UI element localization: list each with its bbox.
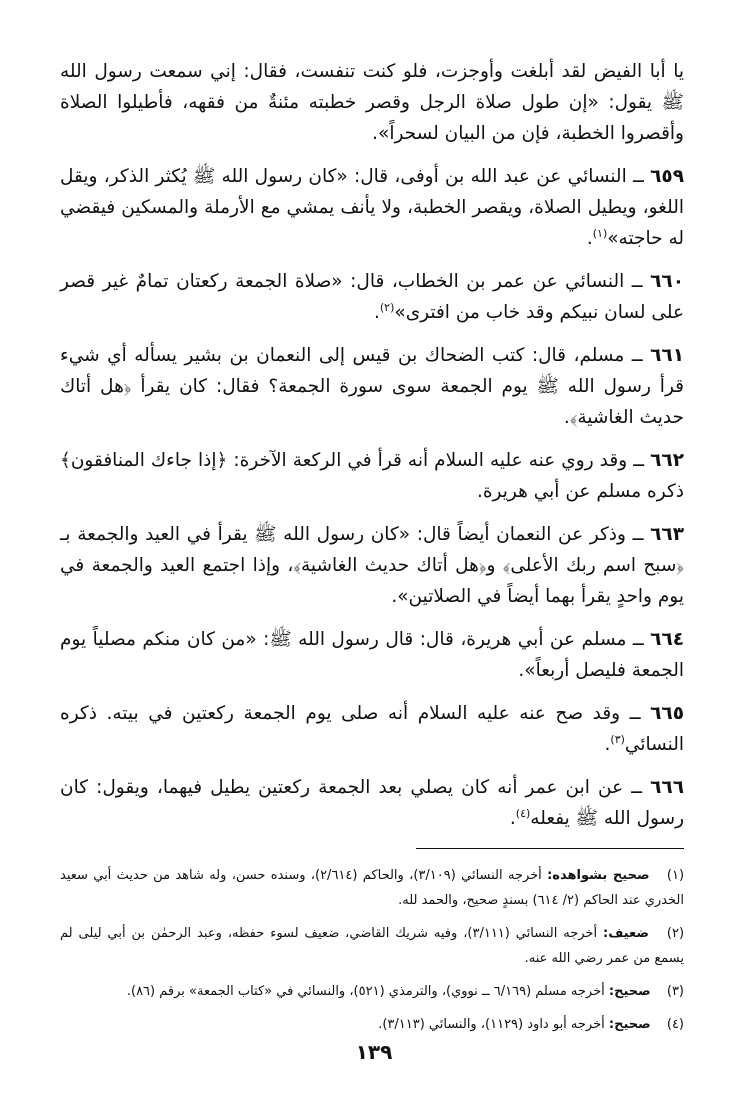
footnote-3 [60, 979, 684, 1004]
hadith-end: . [604, 734, 611, 755]
hadith-end: . [373, 302, 380, 323]
hadith-661 [60, 340, 684, 433]
hadith-665 [60, 698, 684, 760]
footnote-number: (١) [666, 868, 685, 883]
hadith-number: ٦٦٦ [650, 777, 684, 798]
hadith-number: ٦٦١ [650, 345, 684, 366]
hadith-text: ــ النسائي عن عبد الله بن أوفى، قال: «كان رسول الله ﷺ يُكثر الذكر، ويقل اللغو، ويطيل الصلاة، ويقصر الخطبة، ولا يأنف يمشي مع الأرملة والمسكين فيقضي له حاجته» [60, 166, 684, 249]
footnote-grade: صحيح: [608, 984, 651, 999]
hadith-number: ٦٦٣ [650, 524, 684, 545]
hadith-666 [60, 772, 684, 834]
hadith-664 [60, 624, 684, 686]
hadith-660 [60, 266, 684, 328]
hadith-end: . [586, 228, 593, 249]
hadith-number: ٦٦٢ [650, 450, 684, 471]
hadith-number: ٦٥٩ [650, 166, 684, 187]
footnote-number: (٢) [666, 926, 685, 941]
hadith-number: ٦٦٥ [650, 703, 684, 724]
hadith-text: ــ وذكر عن النعمان أيضاً قال: «كان رسول الله ﷺ يقرأ في العيد والجمعة بـ ﴿سبح اسم ربك الأعلى﴾ و﴿هل أتاك حديث الغاشية﴾، وإذا اجتمع العيد والجمعة في يوم واحدٍ يقرأ بهما أيضاً في الصلاتين». [60, 524, 684, 607]
footnote-grade: ضعيف: [603, 926, 649, 941]
hadith-662 [60, 445, 684, 507]
footnote-ref[interactable]: (٢) [379, 300, 395, 314]
hadith-text: ــ مسلم، قال: كتب الضحاك بن قيس إلى النعمان بن بشير يسأله أي شيء قرأ رسول الله ﷺ يوم الجمعة سوى سورة الجمعة؟ فقال: كان يقرأ ﴿هل أتاك حديث الغاشية﴾. [60, 345, 684, 428]
hadith-663 [60, 519, 684, 612]
footnote-2 [60, 921, 684, 971]
hadith-number: ٦٦٠ [650, 271, 684, 292]
footnote-divider [416, 848, 684, 849]
page-number: ١٣٩ [355, 1040, 393, 1064]
hadith-number: ٦٦٤ [650, 629, 684, 650]
hadith-text: ــ النسائي عن عمر بن الخطاب، قال: «صلاة الجمعة ركعتان تمامٌ غير قصر على لسان نبيكم وقد خاب من افترى» [60, 271, 684, 323]
footnote-text: أخرجه أبو داود (١١٢٩)، والنسائي (٣/١١٣). [378, 1017, 605, 1032]
footnote-number: (٣) [666, 984, 684, 999]
paragraph-intro [60, 56, 684, 149]
footnote-grade: صحيح: [608, 1017, 651, 1032]
footnote-1 [60, 863, 684, 913]
footnote-number: (٤) [666, 1017, 684, 1032]
paragraph-text: يا أبا الفيض لقد أبلغت وأوجزت، فلو كنت تنفست، فقال: إني سمعت رسول الله ﷺ يقول: «إن طول صلاة الرجل وقصر خطبته مئنةٌ من فقهه، فأطيلوا الصلاة وأقصروا الخطبة، فإن من البيان لسحراً». [60, 61, 684, 144]
book-page [60, 56, 684, 1096]
hadith-659 [60, 161, 684, 254]
hadith-text: ــ عن ابن عمر أنه كان يصلي بعد الجمعة ركعتين يطيل فيهما، ويقول: كان رسول الله ﷺ يفعله [60, 777, 684, 829]
main-text [60, 56, 684, 834]
hadith-text: ــ وقد صح عنه عليه السلام أنه صلى يوم الجمعة ركعتين في بيته. ذكره النسائي [60, 703, 684, 755]
footnote-text: أخرجه مسلم (٦/١٦٩ ــ نووي)، والترمذي (٥٢١)، والنسائي في «كتاب الجمعة» برقم (٨٦). [126, 984, 605, 999]
footnote-grade: صحيح بشواهده: [547, 868, 650, 883]
footnote-text: أخرجه النسائي (٣/١٠٩)، والحاكم (٢/٦١٤)، وسنده حسن، وله شاهد من حديث أبي سعيد الخدري عند الحاكم (٢/ ٦١٤) بسندٍ صحيح، والحمد لله. [60, 868, 684, 908]
hadith-end: . [509, 808, 516, 829]
footnote-ref[interactable]: (١) [592, 226, 608, 240]
footnote-text: أخرجه النسائي (٣/١١١)، وفيه شريك القاضي، ضعيف لسوء حفظه، وعبد الرحمٰن بن أبي ليلى لم يسمع من عمر رضي الله عنه. [60, 926, 684, 966]
hadith-text: ــ مسلم عن أبي هريرة، قال: قال رسول الله ﷺ: «من كان منكم مصلياً يوم الجمعة فليصل أربعاً». [60, 629, 684, 681]
footnote-ref[interactable]: (٤) [515, 806, 531, 820]
footnote-4 [60, 1012, 684, 1037]
footnotes [60, 863, 684, 1037]
footnote-ref[interactable]: (٣) [610, 732, 625, 746]
hadith-text: ــ وقد روي عنه عليه السلام أنه قرأ في الركعة الآخرة: ﴿إذا جاءك المنافقون﴾ ذكره مسلم عن أبي هريرة. [60, 450, 684, 502]
